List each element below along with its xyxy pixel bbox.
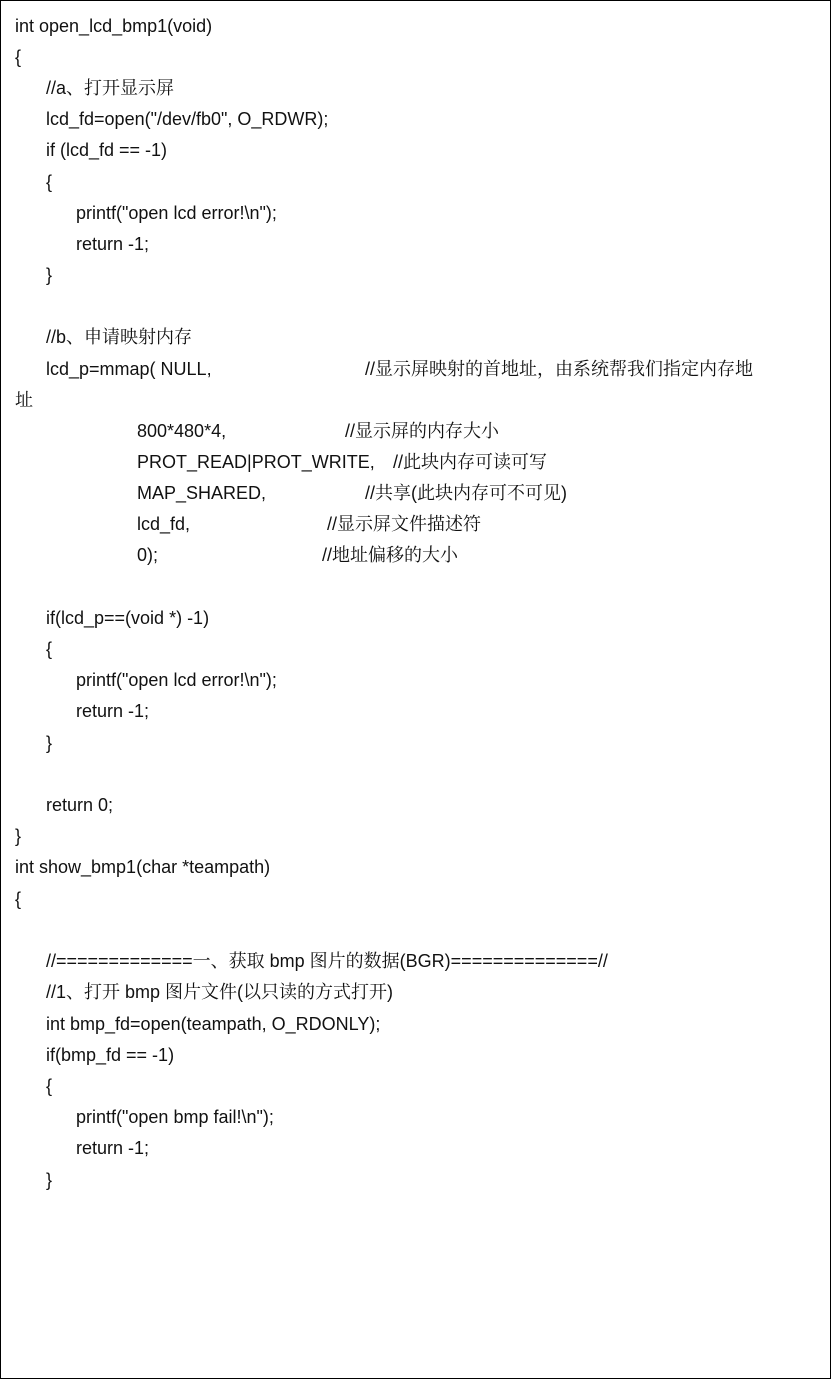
code-comment: //显示屏的内存大小: [345, 421, 500, 441]
code-line: printf("open bmp fail!\n");: [76, 1107, 274, 1127]
code-line: MAP_SHARED,: [137, 483, 267, 503]
code-line: return -1;: [76, 701, 150, 721]
code-line: {: [46, 1076, 53, 1096]
code-comment: //a、打开显示屏: [46, 78, 175, 98]
code-line: lcd_p=mmap( NULL,: [46, 359, 212, 379]
code-line: {: [46, 172, 53, 192]
code-comment-wrap: 址: [15, 390, 33, 410]
code-line: if(lcd_p==(void *) -1): [46, 608, 210, 628]
code-line: }: [46, 733, 53, 753]
code-line: PROT_READ|PROT_WRITE,: [137, 452, 375, 472]
code-comment: //此块内存可读可写: [393, 452, 548, 472]
code-line: 800*480*4,: [137, 421, 227, 441]
code-line: return -1;: [76, 1138, 150, 1158]
code-line: 0);: [137, 545, 159, 565]
code-line: }: [46, 265, 53, 285]
code-line: {: [15, 889, 22, 909]
code-line: int show_bmp1(char *teampath): [15, 857, 271, 877]
code-line: {: [15, 47, 22, 67]
code-comment: //显示屏映射的首地址，由系统帮我们指定内存地: [365, 359, 753, 379]
code-line: return 0;: [46, 795, 114, 815]
code-line: int bmp_fd=open(teampath, O_RDONLY);: [46, 1014, 381, 1034]
code-line: printf("open lcd error!\n");: [76, 203, 277, 223]
code-comment: //显示屏文件描述符: [327, 514, 482, 534]
code-line: if (lcd_fd == -1): [46, 140, 168, 160]
code-comment: //=============一、获取 bmp 图片的数据(BGR)==============//: [46, 951, 608, 971]
code-line: lcd_fd=open("/dev/fb0", O_RDWR);: [46, 109, 329, 129]
code-line: int open_lcd_bmp1(void): [15, 16, 213, 36]
code-comment: //共享(此块内存可不可见): [365, 483, 567, 503]
code-line: printf("open lcd error!\n");: [76, 670, 277, 690]
code-comment: //b、申请映射内存: [46, 327, 193, 347]
code-line: return -1;: [76, 234, 150, 254]
code-line: }: [15, 826, 22, 846]
code-line: {: [46, 639, 53, 659]
code-line: if(bmp_fd == -1): [46, 1045, 175, 1065]
code-comment: //1、打开 bmp 图片文件(以只读的方式打开): [46, 982, 394, 1002]
code-line: }: [46, 1170, 53, 1190]
code-line: lcd_fd,: [137, 514, 191, 534]
code-comment: //地址偏移的大小: [322, 545, 459, 565]
